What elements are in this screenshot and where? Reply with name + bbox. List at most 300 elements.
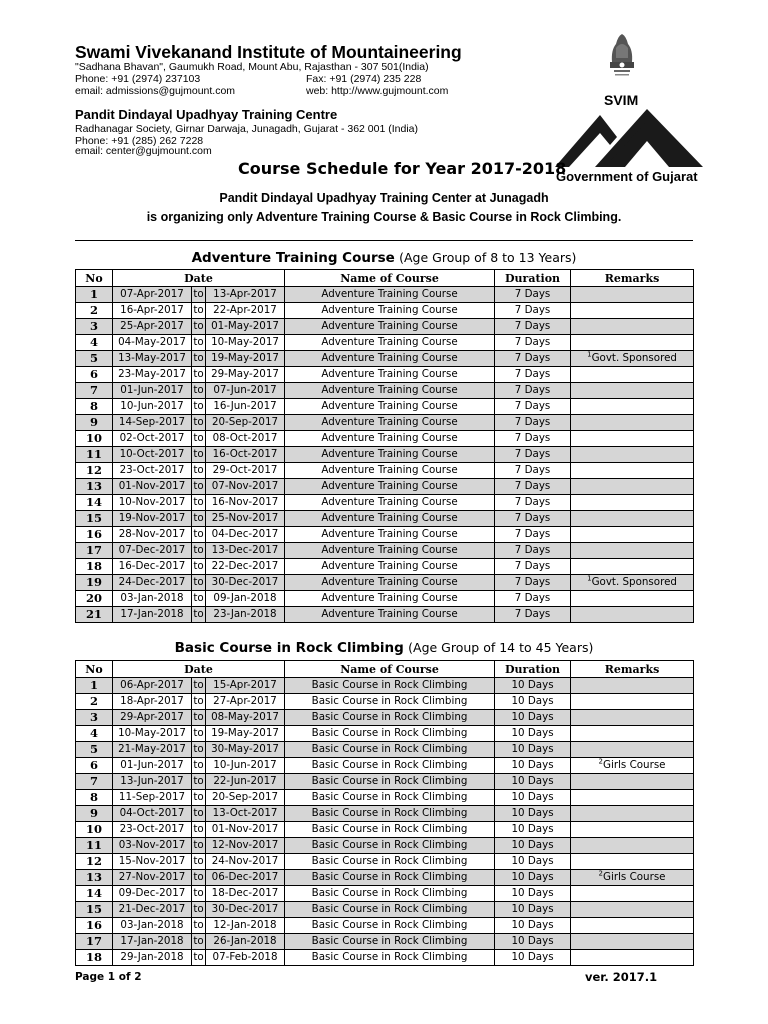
start-date: 10-May-2017 [113, 726, 192, 742]
start-date: 29-Jan-2018 [113, 950, 192, 966]
table-row [76, 415, 694, 431]
course-duration: 10 Days [495, 902, 571, 918]
remarks-cell [571, 351, 694, 367]
version-label: ver. 2017.1 [585, 970, 658, 984]
remarks-cell [571, 431, 694, 447]
date-separator: to [192, 383, 206, 399]
start-date: 11-Sep-2017 [113, 790, 192, 806]
date-separator: to [192, 559, 206, 575]
remarks-cell [571, 710, 694, 726]
row-number: 8 [76, 399, 113, 415]
date-separator: to [192, 351, 206, 367]
remarks-cell [571, 694, 694, 710]
row-number: 1 [76, 287, 113, 303]
remarks-cell [571, 543, 694, 559]
remarks-cell [571, 383, 694, 399]
course-duration: 7 Days [495, 367, 571, 383]
course-name: Adventure Training Course [285, 367, 495, 383]
row-number: 16 [76, 527, 113, 543]
end-date: 29-Oct-2017 [206, 463, 285, 479]
remarks-cell [571, 447, 694, 463]
course-name: Adventure Training Course [285, 559, 495, 575]
start-date: 28-Nov-2017 [113, 527, 192, 543]
row-number: 18 [76, 559, 113, 575]
remarks-cell [571, 367, 694, 383]
end-date: 18-Dec-2017 [206, 886, 285, 902]
course-name: Basic Course in Rock Climbing [285, 726, 495, 742]
remark-text: Govt. Sponsored [591, 352, 677, 364]
course-name: Basic Course in Rock Climbing [285, 950, 495, 966]
row-number: 13 [76, 479, 113, 495]
remarks-cell [571, 479, 694, 495]
col-duration: Duration [495, 270, 571, 287]
remarks-cell [571, 838, 694, 854]
remarks-cell [571, 303, 694, 319]
remarks-cell [571, 886, 694, 902]
end-date: 15-Apr-2017 [206, 678, 285, 694]
start-date: 19-Nov-2017 [113, 511, 192, 527]
rock-schedule-table [75, 660, 694, 966]
course-duration: 7 Days [495, 431, 571, 447]
start-date: 10-Jun-2017 [113, 399, 192, 415]
remarks-cell [571, 335, 694, 351]
start-date: 16-Dec-2017 [113, 559, 192, 575]
course-name: Adventure Training Course [285, 511, 495, 527]
adventure-age-group: (Age Group of 8 to 13 Years) [399, 250, 577, 265]
table-row [76, 934, 694, 950]
course-duration: 10 Days [495, 694, 571, 710]
end-date: 13-Oct-2017 [206, 806, 285, 822]
course-name: Adventure Training Course [285, 527, 495, 543]
table-row [76, 495, 694, 511]
date-separator: to [192, 303, 206, 319]
row-number: 13 [76, 870, 113, 886]
course-name: Adventure Training Course [285, 399, 495, 415]
course-duration: 10 Days [495, 886, 571, 902]
page-number: Page 1 of 2 [75, 971, 142, 983]
course-duration: 10 Days [495, 774, 571, 790]
end-date: 25-Nov-2017 [206, 511, 285, 527]
remarks-cell [571, 870, 694, 886]
row-number: 11 [76, 838, 113, 854]
table-row [76, 774, 694, 790]
row-number: 14 [76, 886, 113, 902]
start-date: 13-May-2017 [113, 351, 192, 367]
remarks-cell [571, 806, 694, 822]
institute-address: "Sadhana Bhavan", Gaumukh Road, Mount Abu, Rajasthan - 307 501(India) [75, 61, 429, 73]
remarks-cell [571, 319, 694, 335]
table-row [76, 950, 694, 966]
start-date: 14-Sep-2017 [113, 415, 192, 431]
date-separator: to [192, 726, 206, 742]
end-date: 19-May-2017 [206, 726, 285, 742]
start-date: 27-Nov-2017 [113, 870, 192, 886]
table-row [76, 511, 694, 527]
course-name: Basic Course in Rock Climbing [285, 790, 495, 806]
col-no: No [76, 270, 113, 287]
date-separator: to [192, 710, 206, 726]
date-separator: to [192, 950, 206, 966]
end-date: 29-May-2017 [206, 367, 285, 383]
start-date: 07-Dec-2017 [113, 543, 192, 559]
end-date: 01-May-2017 [206, 319, 285, 335]
institute-web: web: http://www.gujmount.com [306, 85, 449, 97]
table-row [76, 303, 694, 319]
date-separator: to [192, 447, 206, 463]
start-date: 17-Jan-2018 [113, 934, 192, 950]
date-separator: to [192, 415, 206, 431]
course-name: Basic Course in Rock Climbing [285, 678, 495, 694]
date-separator: to [192, 678, 206, 694]
end-date: 20-Sep-2017 [206, 790, 285, 806]
course-duration: 7 Days [495, 575, 571, 591]
end-date: 19-May-2017 [206, 351, 285, 367]
course-duration: 7 Days [495, 351, 571, 367]
rock-age-group: (Age Group of 14 to 45 Years) [408, 640, 594, 655]
end-date: 16-Jun-2017 [206, 399, 285, 415]
row-number: 21 [76, 607, 113, 623]
date-separator: to [192, 870, 206, 886]
course-duration: 10 Days [495, 758, 571, 774]
row-number: 20 [76, 591, 113, 607]
schedule-title: Course Schedule for Year 2017-2018 [238, 159, 567, 178]
date-separator: to [192, 527, 206, 543]
start-date: 29-Apr-2017 [113, 710, 192, 726]
table-row [76, 575, 694, 591]
row-number: 4 [76, 726, 113, 742]
table-row [76, 710, 694, 726]
end-date: 30-Dec-2017 [206, 902, 285, 918]
course-duration: 7 Days [495, 559, 571, 575]
start-date: 03-Jan-2018 [113, 918, 192, 934]
course-name: Adventure Training Course [285, 447, 495, 463]
remarks-cell [571, 950, 694, 966]
end-date: 12-Jan-2018 [206, 918, 285, 934]
table-row [76, 543, 694, 559]
end-date: 24-Nov-2017 [206, 854, 285, 870]
footnote-marker: 2 [598, 869, 603, 878]
start-date: 01-Nov-2017 [113, 479, 192, 495]
col-no: No [76, 661, 113, 678]
end-date: 22-Apr-2017 [206, 303, 285, 319]
row-number: 17 [76, 543, 113, 559]
remarks-cell [571, 287, 694, 303]
course-duration: 7 Days [495, 479, 571, 495]
table-row [76, 319, 694, 335]
start-date: 01-Jun-2017 [113, 383, 192, 399]
end-date: 08-Oct-2017 [206, 431, 285, 447]
centre-phone: Phone: +91 (285) 262 7228 [75, 135, 204, 147]
date-separator: to [192, 774, 206, 790]
row-number: 11 [76, 447, 113, 463]
row-number: 3 [76, 319, 113, 335]
start-date: 21-May-2017 [113, 742, 192, 758]
table-row [76, 367, 694, 383]
row-number: 5 [76, 351, 113, 367]
end-date: 23-Jan-2018 [206, 607, 285, 623]
course-duration: 10 Days [495, 678, 571, 694]
col-date: Date [113, 661, 285, 678]
table-row [76, 607, 694, 623]
table-row [76, 463, 694, 479]
remarks-cell [571, 527, 694, 543]
row-number: 14 [76, 495, 113, 511]
row-number: 7 [76, 383, 113, 399]
start-date: 10-Oct-2017 [113, 447, 192, 463]
end-date: 22-Jun-2017 [206, 774, 285, 790]
course-name: Basic Course in Rock Climbing [285, 886, 495, 902]
remarks-cell [571, 758, 694, 774]
remarks-cell [571, 854, 694, 870]
course-name: Adventure Training Course [285, 319, 495, 335]
table-row [76, 742, 694, 758]
row-number: 5 [76, 742, 113, 758]
table-row [76, 902, 694, 918]
course-duration: 7 Days [495, 319, 571, 335]
end-date: 16-Nov-2017 [206, 495, 285, 511]
end-date: 09-Jan-2018 [206, 591, 285, 607]
course-duration: 10 Days [495, 950, 571, 966]
row-number: 15 [76, 511, 113, 527]
row-number: 8 [76, 790, 113, 806]
course-duration: 7 Days [495, 463, 571, 479]
remarks-cell [571, 726, 694, 742]
course-name: Basic Course in Rock Climbing [285, 854, 495, 870]
course-name: Adventure Training Course [285, 351, 495, 367]
intro-line-1: Pandit Dindayal Upadhyay Training Center at Junagadh [219, 191, 549, 205]
institute-name: Swami Vivekanand Institute of Mountaineering [75, 42, 462, 62]
remarks-cell [571, 790, 694, 806]
row-number: 7 [76, 774, 113, 790]
col-name: Name of Course [285, 270, 495, 287]
mountain-logo-icon [555, 107, 703, 169]
table-row [76, 287, 694, 303]
course-duration: 10 Days [495, 710, 571, 726]
institute-email: email: admissions@gujmount.com [75, 85, 236, 97]
end-date: 13-Apr-2017 [206, 287, 285, 303]
start-date: 23-Oct-2017 [113, 463, 192, 479]
table-row [76, 351, 694, 367]
adventure-title: Adventure Training Course [191, 250, 395, 266]
table-row [76, 726, 694, 742]
end-date: 22-Dec-2017 [206, 559, 285, 575]
footnote-marker: 1 [587, 574, 592, 583]
row-number: 6 [76, 758, 113, 774]
remarks-cell [571, 591, 694, 607]
row-number: 18 [76, 950, 113, 966]
row-number: 16 [76, 918, 113, 934]
row-number: 3 [76, 710, 113, 726]
date-separator: to [192, 463, 206, 479]
end-date: 13-Dec-2017 [206, 543, 285, 559]
row-number: 1 [76, 678, 113, 694]
course-name: Basic Course in Rock Climbing [285, 694, 495, 710]
start-date: 21-Dec-2017 [113, 902, 192, 918]
end-date: 07-Nov-2017 [206, 479, 285, 495]
table-row [76, 790, 694, 806]
date-separator: to [192, 854, 206, 870]
course-name: Basic Course in Rock Climbing [285, 742, 495, 758]
course-duration: 7 Days [495, 591, 571, 607]
table-row [76, 399, 694, 415]
date-separator: to [192, 511, 206, 527]
course-duration: 7 Days [495, 399, 571, 415]
remark-text: Govt. Sponsored [591, 576, 677, 588]
date-separator: to [192, 367, 206, 383]
start-date: 23-Oct-2017 [113, 822, 192, 838]
end-date: 07-Feb-2018 [206, 950, 285, 966]
centre-email: email: center@gujmount.com [75, 145, 212, 157]
table-row [76, 591, 694, 607]
start-date: 23-May-2017 [113, 367, 192, 383]
course-name: Adventure Training Course [285, 575, 495, 591]
remarks-cell [571, 742, 694, 758]
end-date: 20-Sep-2017 [206, 415, 285, 431]
institute-phone: Phone: +91 (2974) 237103 [75, 73, 201, 85]
start-date: 18-Apr-2017 [113, 694, 192, 710]
row-number: 2 [76, 303, 113, 319]
rock-title: Basic Course in Rock Climbing [174, 640, 404, 656]
col-duration: Duration [495, 661, 571, 678]
date-separator: to [192, 902, 206, 918]
start-date: 09-Dec-2017 [113, 886, 192, 902]
course-duration: 7 Days [495, 447, 571, 463]
intro-line-2: is organizing only Adventure Training Course & Basic Course in Rock Climbing. [146, 210, 622, 224]
rock-section-title [0, 640, 768, 656]
course-name: Adventure Training Course [285, 479, 495, 495]
footnote-marker: 1 [587, 350, 592, 359]
course-duration: 7 Days [495, 527, 571, 543]
date-separator: to [192, 607, 206, 623]
remarks-cell [571, 463, 694, 479]
course-duration: 7 Days [495, 495, 571, 511]
end-date: 07-Jun-2017 [206, 383, 285, 399]
end-date: 01-Nov-2017 [206, 822, 285, 838]
start-date: 03-Nov-2017 [113, 838, 192, 854]
divider [75, 240, 693, 241]
start-date: 15-Nov-2017 [113, 854, 192, 870]
date-separator: to [192, 934, 206, 950]
course-name: Basic Course in Rock Climbing [285, 918, 495, 934]
row-number: 9 [76, 415, 113, 431]
table-row [76, 447, 694, 463]
course-name: Adventure Training Course [285, 383, 495, 399]
course-duration: 7 Days [495, 287, 571, 303]
date-separator: to [192, 886, 206, 902]
course-duration: 10 Days [495, 742, 571, 758]
remark-text: Girls Course [603, 759, 666, 771]
remarks-cell [571, 495, 694, 511]
col-date: Date [113, 270, 285, 287]
date-separator: to [192, 838, 206, 854]
adventure-schedule-table [75, 269, 694, 623]
date-separator: to [192, 399, 206, 415]
table-row [76, 806, 694, 822]
course-name: Adventure Training Course [285, 543, 495, 559]
table-row [76, 678, 694, 694]
date-separator: to [192, 543, 206, 559]
course-name: Basic Course in Rock Climbing [285, 710, 495, 726]
svim-logo-text: SVIM [604, 92, 639, 108]
start-date: 02-Oct-2017 [113, 431, 192, 447]
row-number: 15 [76, 902, 113, 918]
course-name: Adventure Training Course [285, 495, 495, 511]
date-separator: to [192, 287, 206, 303]
date-separator: to [192, 806, 206, 822]
table-row [76, 383, 694, 399]
row-number: 17 [76, 934, 113, 950]
course-duration: 10 Days [495, 806, 571, 822]
course-duration: 10 Days [495, 838, 571, 854]
remarks-cell [571, 774, 694, 790]
remarks-cell [571, 902, 694, 918]
date-separator: to [192, 918, 206, 934]
course-duration: 7 Days [495, 607, 571, 623]
table-header-row [76, 270, 694, 287]
remarks-cell [571, 822, 694, 838]
start-date: 03-Jan-2018 [113, 591, 192, 607]
start-date: 25-Apr-2017 [113, 319, 192, 335]
remarks-cell [571, 678, 694, 694]
date-separator: to [192, 758, 206, 774]
course-name: Adventure Training Course [285, 607, 495, 623]
adventure-section-title [0, 250, 768, 266]
end-date: 30-May-2017 [206, 742, 285, 758]
table-row [76, 559, 694, 575]
course-name: Basic Course in Rock Climbing [285, 758, 495, 774]
course-duration: 7 Days [495, 511, 571, 527]
start-date: 16-Apr-2017 [113, 303, 192, 319]
course-name: Adventure Training Course [285, 303, 495, 319]
table-row [76, 918, 694, 934]
end-date: 27-Apr-2017 [206, 694, 285, 710]
course-name: Basic Course in Rock Climbing [285, 774, 495, 790]
course-duration: 7 Days [495, 415, 571, 431]
table-row [76, 758, 694, 774]
end-date: 10-May-2017 [206, 335, 285, 351]
start-date: 06-Apr-2017 [113, 678, 192, 694]
row-number: 2 [76, 694, 113, 710]
row-number: 12 [76, 854, 113, 870]
table-row [76, 870, 694, 886]
end-date: 06-Dec-2017 [206, 870, 285, 886]
course-name: Basic Course in Rock Climbing [285, 838, 495, 854]
table-row [76, 527, 694, 543]
start-date: 24-Dec-2017 [113, 575, 192, 591]
end-date: 04-Dec-2017 [206, 527, 285, 543]
course-duration: 10 Days [495, 870, 571, 886]
date-separator: to [192, 822, 206, 838]
row-number: 6 [76, 367, 113, 383]
table-row [76, 838, 694, 854]
government-label: Government of Gujarat [556, 169, 698, 184]
remark-text: Girls Course [603, 871, 666, 883]
start-date: 04-Oct-2017 [113, 806, 192, 822]
date-separator: to [192, 335, 206, 351]
course-name: Basic Course in Rock Climbing [285, 806, 495, 822]
start-date: 17-Jan-2018 [113, 607, 192, 623]
course-name: Adventure Training Course [285, 415, 495, 431]
col-name: Name of Course [285, 661, 495, 678]
course-duration: 10 Days [495, 918, 571, 934]
course-duration: 7 Days [495, 383, 571, 399]
course-name: Basic Course in Rock Climbing [285, 902, 495, 918]
table-header-row [76, 661, 694, 678]
start-date: 10-Nov-2017 [113, 495, 192, 511]
col-remarks: Remarks [571, 661, 694, 678]
course-duration: 10 Days [495, 822, 571, 838]
remarks-cell [571, 575, 694, 591]
